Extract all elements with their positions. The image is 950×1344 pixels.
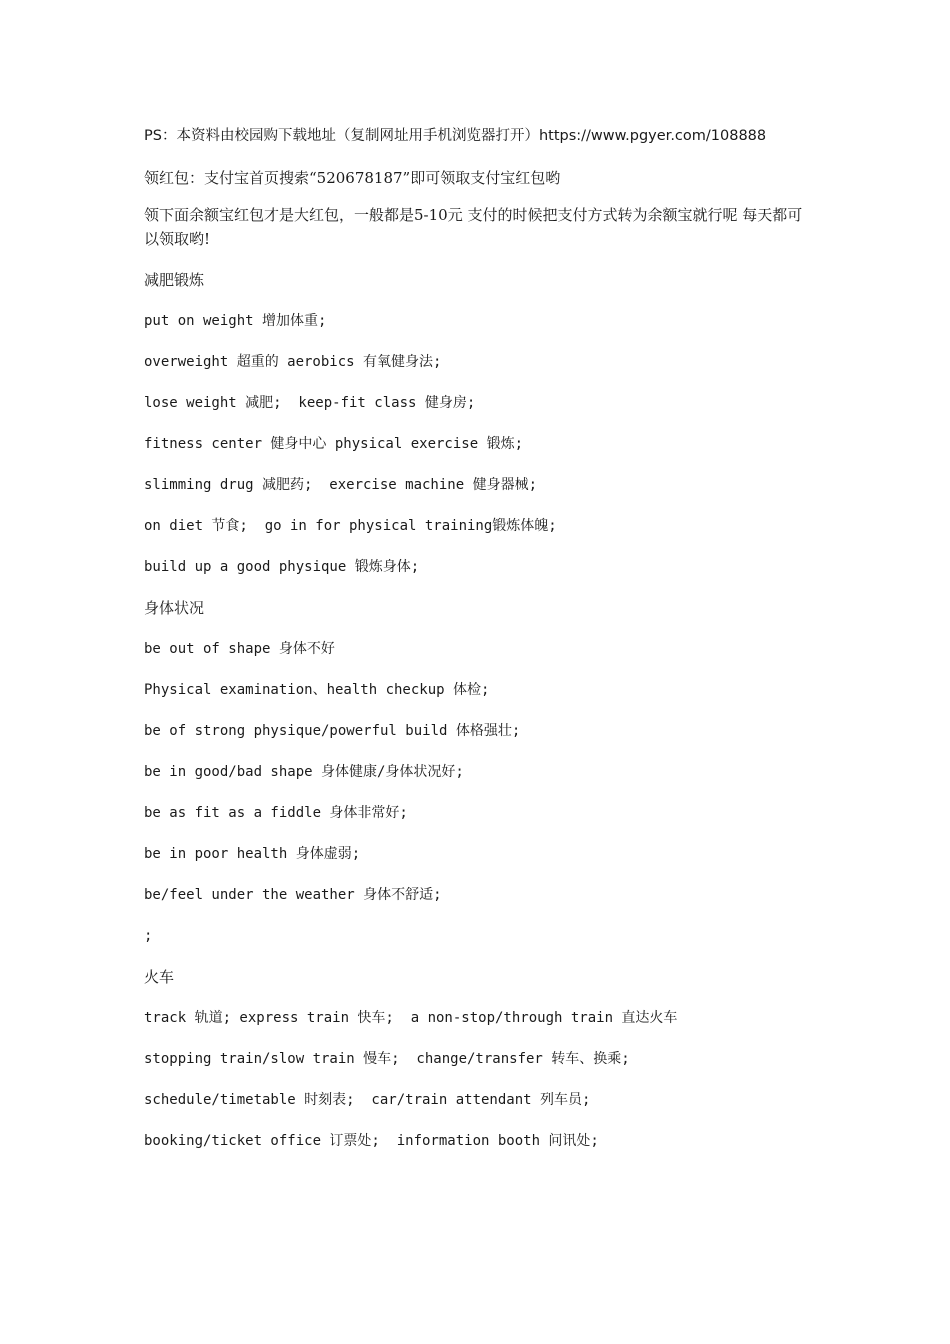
vocab-line: be/feel under the weather 身体不舒适; [144, 887, 442, 903]
vocab-line: build up a good physique 锻炼身体; [144, 559, 420, 575]
vocab-line: on diet 节食; go in for physical training锻炼体魄; [144, 518, 557, 534]
vocab-line: schedule/timetable 时刻表; car/train attendant 列车员; [144, 1092, 591, 1108]
vocab-line: booking/ticket office 订票处; information booth 问讯处; [144, 1133, 599, 1149]
vocab-line: Physical examination、health checkup 体检; [144, 682, 490, 698]
vocab-line: stopping train/slow train 慢车; change/transfer 转车、换乘; [144, 1051, 630, 1067]
section-heading: 减肥锻炼 [144, 271, 205, 289]
red-packet-line: 领红包：支付宝首页搜索“520678187”即可领取支付宝红包哟 [144, 169, 561, 187]
document-page [144, 124, 804, 1170]
vocab-line: put on weight 增加体重; [144, 313, 327, 329]
vocab-line: be as fit as a fiddle 身体非常好; [144, 805, 408, 821]
section-fitness [144, 268, 804, 579]
vocab-line: lose weight 减肥; keep-fit class 健身房; [144, 395, 476, 411]
ps-download-line: PS：本资料由校园购下载地址（复制网址用手机浏览器打开）https://www.pgyer.com/108888 [144, 128, 767, 144]
vocab-line: track 轨道; express train 快车; a non-stop/through train 直达火车 [144, 1010, 678, 1026]
balance-note-line: 领下面余额宝红包才是大红包，一般都是5-10元 支付的时候把支付方式转为余额宝就行呢 每天都可以领取哟! [144, 206, 803, 248]
section-heading: 火车 [144, 968, 175, 986]
vocab-line: slimming drug 减肥药; exercise machine 健身器械; [144, 477, 538, 493]
vocab-line: be in poor health 身体虚弱; [144, 846, 361, 862]
vocab-line: be of strong physique/powerful build 体格强壮; [144, 723, 521, 739]
vocab-line: overweight 超重的 aerobics 有氧健身法; [144, 354, 442, 370]
section-health [144, 596, 804, 948]
section-train [144, 965, 804, 1153]
section-heading: 身体状况 [144, 599, 205, 617]
vocab-line: be in good/bad shape 身体健康/身体状况好; [144, 764, 464, 780]
vocab-line: be out of shape 身体不好 [144, 641, 335, 657]
vocab-line: ; [144, 928, 153, 944]
vocab-line: fitness center 健身中心 physical exercise 锻炼; [144, 436, 524, 452]
